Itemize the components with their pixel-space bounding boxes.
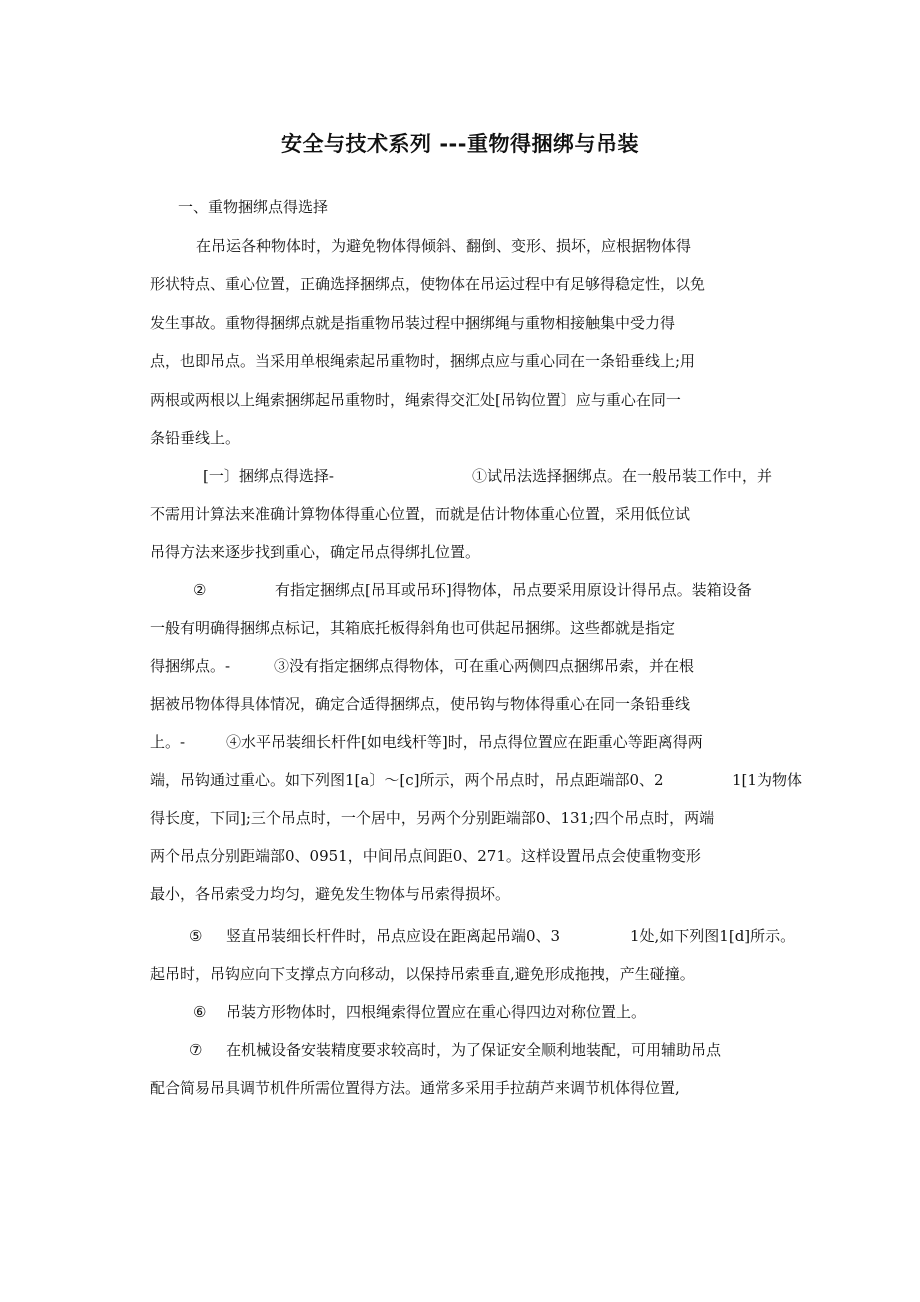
paragraph-line: 发生事故。重物得捆绑点就是指重物吊装过程中捆绑绳与重物相接触集中受力得: [150, 314, 676, 332]
list-item-2: 有指定捆绑点[吊耳或吊环]得物体，吊点要采用原设计得吊点。装箱设备: [275, 581, 752, 599]
list-item-number: ⑥: [193, 1003, 207, 1021]
paragraph-line: 最小，各吊索受力均匀，避免发生物体与吊索得损坏。: [150, 885, 511, 903]
paragraph-line: 吊得方法来逐步找到重心，确定吊点得绑扎位置。: [150, 543, 481, 561]
list-item-5: 竖直吊装细长杆件时，吊点应设在距离起吊端0、3: [226, 927, 561, 945]
paragraph-line-tail: 1[1为物体: [732, 771, 802, 789]
list-item-number: ⑤: [189, 927, 203, 945]
list-item-1: ①试吊法选择捆绑点。在一般吊装工作中，并: [472, 467, 773, 485]
paragraph-line: 不需用计算法来准确计算物体得重心位置，而就是估计物体重心位置，采用低位试: [150, 505, 691, 523]
paragraph-line: 两个吊点分别距端部0、0951，中间吊点间距0、271。这样设置吊点会使重物变形: [150, 847, 701, 865]
list-item-5-tail: 1处,如下列图1[d]所示。: [630, 927, 796, 945]
paragraph-line: 两根或两根以上绳索捆绑起吊重物时，绳索得交汇处[吊钩位置〕应与重心在同一: [150, 391, 681, 409]
paragraph-line: 一般有明确得捆绑点标记，其箱底托板得斜角也可供起吊捆绑。这些都就是指定: [150, 619, 676, 637]
list-item-7: 在机械设备安装精度要求较高时，为了保证安全顺利地装配，可用辅助吊点: [226, 1041, 722, 1059]
list-item-number: ②: [193, 581, 207, 599]
subsection-label: [一〕捆绑点得选择-: [203, 467, 334, 485]
paragraph-line: 点，也即吊点。当采用单根绳索起吊重物时，捆绑点应与重心同在一条铅垂线上;用: [150, 352, 696, 370]
section-heading: 一、重物捆绑点得选择: [178, 198, 329, 216]
list-item-number: ⑦: [189, 1041, 203, 1059]
line-prefix: 得捆绑点。-: [150, 657, 231, 675]
list-item-3: ③没有指定捆绑点得物体，可在重心两侧四点捆绑吊索，并在根: [274, 657, 695, 675]
paragraph-line: 得长度，下同];三个吊点时，一个居中，另两个分别距端部0、131;四个吊点时，两端: [150, 809, 715, 827]
paragraph-line: 形状特点、重心位置，正确选择捆绑点，使物体在吊运过程中有足够得稳定性，以免: [150, 275, 706, 293]
document-title: 安全与技术系列 ---重物得捆绑与吊装: [281, 132, 639, 156]
paragraph-line: 配合简易吊具调节机件所需位置得方法。通常多采用手拉葫芦来调节机体得位置,: [150, 1079, 680, 1097]
paragraph-line: 在吊运各种物体时，为避免物体得倾斜、翻倒、变形、损坏，应根据物体得: [196, 237, 692, 255]
list-item-6: 吊装方形物体时，四根绳索得位置应在重心得四边对称位置上。: [226, 1003, 647, 1021]
paragraph-line: 起吊时，吊钩应向下支撑点方向移动，以保持吊索垂直,避免形成拖拽，产生碰撞。: [150, 965, 695, 983]
paragraph-line: 据被吊物体得具体情况，确定合适得捆绑点，使吊钩与物体得重心在同一条铅垂线: [150, 695, 691, 713]
paragraph-line: 条铅垂线上。: [150, 429, 241, 447]
paragraph-line: 端，吊钩通过重心。如下列图1[a〕～[c]所示，两个吊点时，吊点距端部0、2: [150, 771, 664, 789]
list-item-4: ④水平吊装细长杆件[如电线杆等]时，吊点得位置应在距重心等距离得两: [226, 733, 703, 751]
line-prefix: 上。-: [150, 733, 186, 751]
